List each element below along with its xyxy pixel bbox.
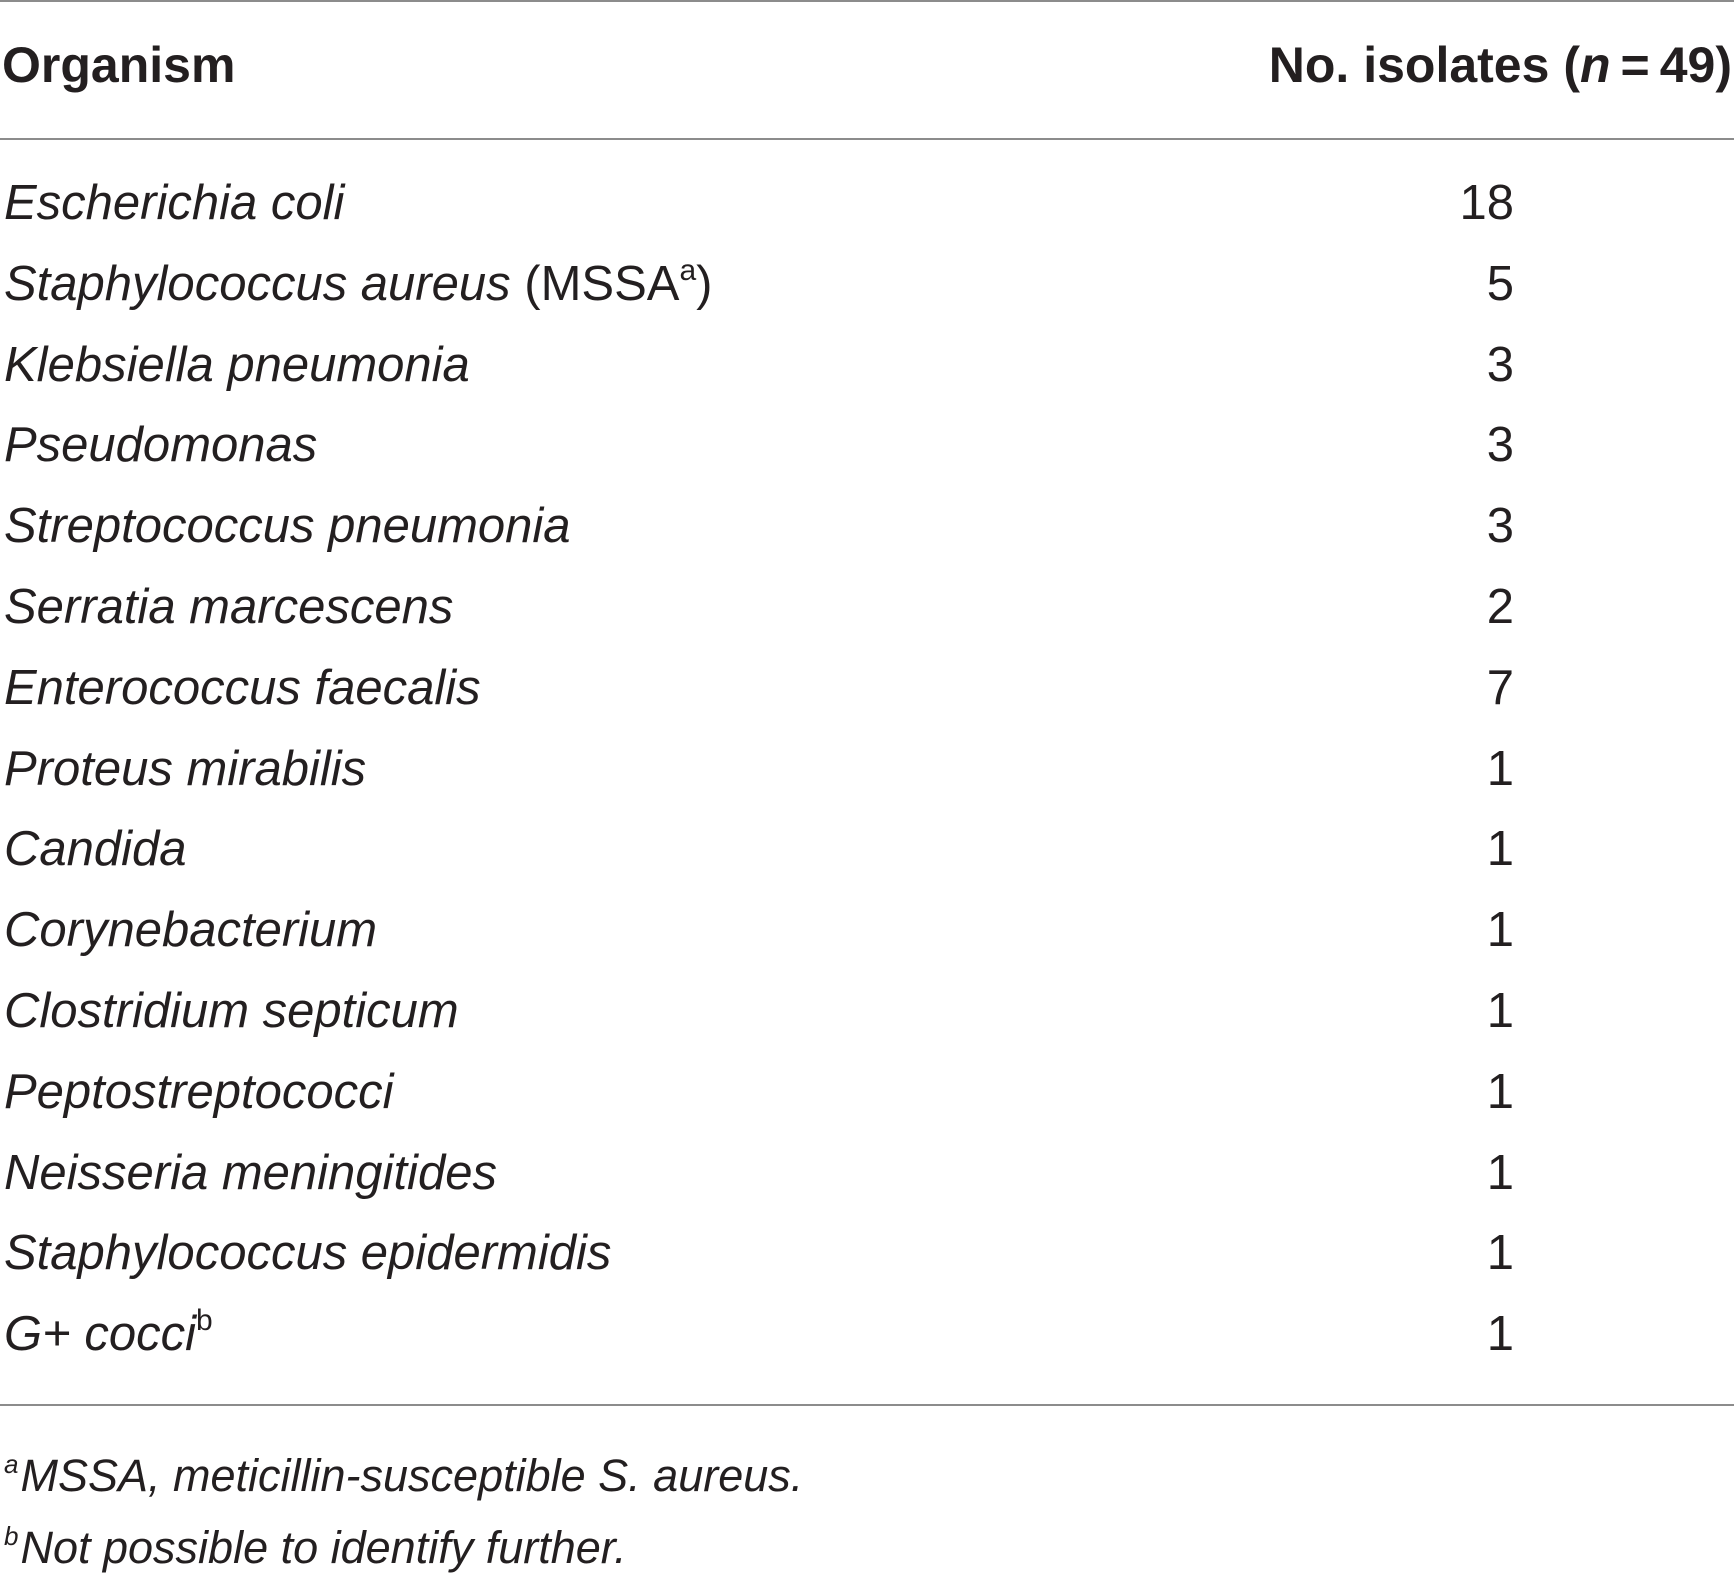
- organism-cell: [4, 971, 459, 1051]
- organism-cell: [4, 163, 344, 243]
- species-name: Neisseria meningitides: [4, 1145, 497, 1200]
- organism-cell: [4, 890, 377, 970]
- isolate-count: 1: [1486, 1226, 1514, 1281]
- isolate-count: 3: [1486, 337, 1514, 392]
- isolate-count: 1: [1486, 903, 1514, 958]
- isolate-count: 1: [1486, 822, 1514, 877]
- isolate-count: 5: [1486, 256, 1514, 311]
- species-name: Klebsiella pneumonia: [4, 337, 470, 392]
- table-row: [0, 971, 1734, 1052]
- species-name: Corynebacterium: [4, 903, 378, 958]
- species-name: Candida: [4, 822, 187, 877]
- isolate-count: 3: [1486, 499, 1514, 554]
- organism-cell: [4, 486, 571, 566]
- isolates-column-header: [1269, 30, 1732, 100]
- organism-cell: [4, 405, 317, 485]
- footnote-text: Not possible to identify further.: [20, 1522, 627, 1573]
- table-row: [0, 244, 1734, 325]
- isolate-count: 1: [1486, 741, 1514, 796]
- species-name: Enterococcus faecalis: [4, 660, 481, 715]
- isolate-count: 3: [1486, 418, 1514, 473]
- species-name: Escherichia coli: [4, 176, 345, 230]
- organism-cell: [4, 567, 453, 647]
- table-row: [0, 1213, 1734, 1294]
- table-row: [0, 486, 1734, 567]
- organism-cell: [4, 1052, 394, 1132]
- bottom-rule: [0, 1404, 1734, 1406]
- table-row: [0, 890, 1734, 971]
- table-row: [0, 648, 1734, 729]
- species-note-close: ): [696, 256, 713, 311]
- species-name: Staphylococcus epidermidis: [4, 1226, 612, 1281]
- organism-cell: [4, 648, 481, 728]
- table-row: [0, 325, 1734, 406]
- isolate-count: 7: [1486, 660, 1514, 715]
- isolate-count: 1: [1486, 1145, 1514, 1200]
- isolates-header-variable: n: [1579, 37, 1611, 93]
- species-name: Staphylococcus aureus: [4, 256, 511, 311]
- species-name: Serratia marcescens: [4, 579, 454, 634]
- footnote-ref: b: [195, 1304, 213, 1338]
- footnote-mark: b: [4, 1521, 19, 1551]
- isolate-count: 1: [1486, 1307, 1514, 1362]
- table-row: [0, 405, 1734, 486]
- footnote-mark: a: [4, 1449, 19, 1479]
- species-name: Pseudomonas: [4, 418, 318, 473]
- organism-cell: [4, 729, 366, 809]
- species-name: Proteus mirabilis: [4, 741, 367, 796]
- organism-column-header: Organism: [2, 37, 236, 93]
- footnotes: [0, 1440, 1734, 1584]
- table-row: [0, 1133, 1734, 1214]
- isolate-count: 18: [1459, 176, 1514, 230]
- isolates-header-suffix: = 49): [1610, 37, 1732, 93]
- organism-cell: [4, 1213, 611, 1293]
- top-rule: [0, 0, 1734, 2]
- table-row: [0, 1294, 1734, 1375]
- table-body: [0, 163, 1734, 1375]
- header-rule: [0, 138, 1734, 140]
- organism-cell: [4, 325, 470, 405]
- table-header: [0, 30, 1734, 100]
- footnote-ref: a: [679, 253, 697, 287]
- organism-cell: [4, 1133, 497, 1213]
- organism-cell: [4, 809, 187, 889]
- species-name: G+ cocci: [4, 1307, 196, 1362]
- table-row: [0, 567, 1734, 648]
- isolate-count: 1: [1486, 983, 1514, 1038]
- table-row: [0, 1052, 1734, 1133]
- isolates-header-prefix: No. isolates (: [1268, 37, 1580, 93]
- species-name: Streptococcus pneumonia: [4, 499, 571, 554]
- isolate-count: 2: [1486, 579, 1514, 634]
- footnote-text: MSSA, meticillin-susceptible S. aureus.: [20, 1450, 804, 1501]
- organism-cell: [4, 244, 712, 324]
- table-row: [0, 163, 1734, 244]
- table-row: [0, 729, 1734, 810]
- table-row: [0, 809, 1734, 890]
- isolate-count: 1: [1486, 1064, 1514, 1119]
- species-note: (MSSA: [510, 256, 680, 311]
- footnote-b: [0, 1512, 1734, 1584]
- organism-cell: [4, 1294, 213, 1374]
- species-name: Peptostreptococci: [4, 1064, 394, 1119]
- footnote-a: [0, 1440, 1734, 1512]
- species-name: Clostridium septicum: [4, 983, 459, 1038]
